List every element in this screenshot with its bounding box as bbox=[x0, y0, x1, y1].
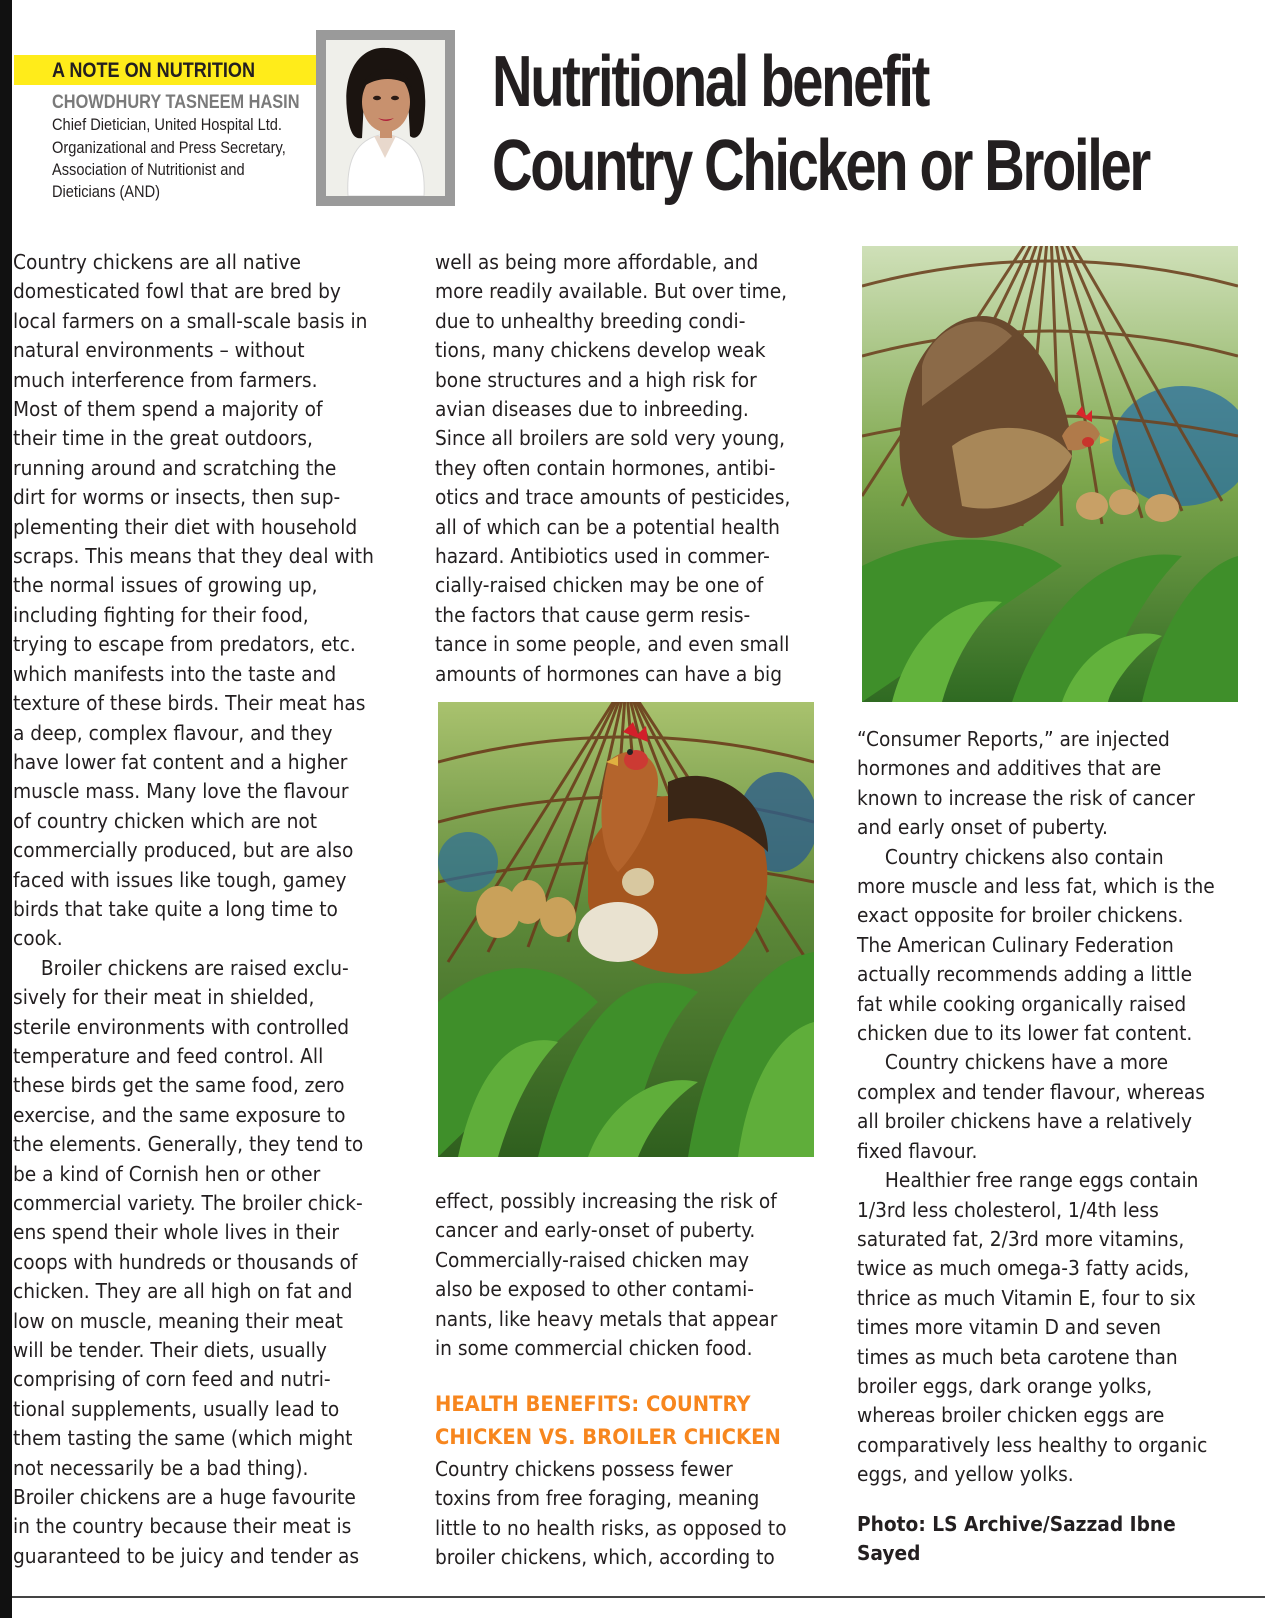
text-line: local farmers on a small-scale basis in bbox=[13, 308, 368, 333]
text-line: times as much beta carotene than bbox=[857, 1344, 1178, 1369]
text-line: natural environments – without bbox=[13, 338, 305, 363]
text-line: exercise, and the same exposure to bbox=[13, 1102, 346, 1127]
text-line: cancer and early-onset of puberty. bbox=[435, 1218, 756, 1243]
text-line: times more vitamin D and seven bbox=[857, 1315, 1162, 1340]
text-line: they often contain hormones, antibi- bbox=[435, 455, 776, 480]
text-line: comprising of corn feed and nutri- bbox=[13, 1367, 331, 1392]
text-line: Healthier free range eggs contain bbox=[884, 1168, 1199, 1193]
photo-credit bbox=[857, 1510, 1200, 1569]
text-line: actually recommends adding a little bbox=[857, 962, 1193, 987]
text-line: commercially produced, but are also bbox=[13, 838, 354, 863]
text-line: effect, possibly increasing the risk of bbox=[435, 1189, 777, 1213]
text-line: Broiler chickens are raised exclu- bbox=[40, 955, 349, 980]
text-line: faced with issues like tough, gamey bbox=[13, 867, 347, 892]
column-tag: A NOTE ON NUTRITION bbox=[52, 59, 256, 82]
text-line: low on muscle, meaning their meat bbox=[13, 1308, 343, 1333]
text-line: 1/3rd less cholesterol, 1/4th less bbox=[857, 1197, 1159, 1222]
author-photo bbox=[316, 30, 455, 206]
text-line: the elements. Generally, they tend to bbox=[13, 1132, 364, 1157]
text-line: all of which can be a potential health bbox=[435, 514, 780, 539]
author-credential: Association of Nutritionist and bbox=[52, 160, 245, 179]
text-line: coops with hundreds or thousands of bbox=[13, 1249, 358, 1274]
author-portrait-illustration bbox=[326, 40, 445, 196]
text-line: including fighting for their food, bbox=[13, 602, 309, 627]
text-line: broiler chickens, which, according to bbox=[435, 1545, 775, 1570]
text-line: hazard. Antibiotics used in commer- bbox=[435, 544, 770, 569]
headline-line: Nutritional benefit bbox=[492, 42, 929, 122]
text-line: Most of them spend a majority of bbox=[13, 397, 323, 422]
text-line: will be tender. Their diets, usually bbox=[13, 1338, 327, 1363]
article-column-3 bbox=[857, 725, 1242, 1490]
text-line: nants, like heavy metals that appear bbox=[435, 1306, 778, 1331]
text-line: have lower fat content and a higher bbox=[13, 749, 348, 774]
author-name: CHOWDHURY TASNEEM HASIN bbox=[52, 92, 300, 113]
author-credential: Chief Dietician, United Hospital Ltd. bbox=[52, 115, 282, 134]
text-line: saturated fat, 2/3rd more vitamins, bbox=[857, 1226, 1185, 1251]
text-line: Country chickens are all native bbox=[13, 250, 301, 274]
text-line: fixed flavour. bbox=[857, 1138, 978, 1163]
text-line: “Consumer Reports,” are injected bbox=[857, 727, 1170, 751]
text-line: due to unhealthy breeding condi- bbox=[435, 308, 746, 333]
left-edge-bar bbox=[0, 0, 12, 1618]
text-line: these birds get the same food, zero bbox=[13, 1073, 345, 1098]
text-line: toxins from free foraging, meaning bbox=[435, 1486, 760, 1511]
text-line: dirt for worms or insects, then sup- bbox=[13, 485, 341, 510]
text-line: amounts of hormones can have a big bbox=[435, 661, 783, 686]
text-line: be a kind of Cornish hen or other bbox=[13, 1161, 321, 1186]
text-line: tance in some people, and even small bbox=[435, 632, 790, 657]
text-line: chicken. They are all high on fat and bbox=[13, 1279, 353, 1304]
text-line: hormones and additives that are bbox=[857, 756, 1162, 781]
text-line: comparatively less healthy to organic bbox=[857, 1432, 1208, 1457]
text-line: thrice as much Vitamin E, four to six bbox=[857, 1285, 1196, 1310]
text-line: temperature and feed control. All bbox=[13, 1043, 324, 1068]
text-line: tional supplements, usually lead to bbox=[13, 1396, 340, 1421]
health-benefits-subhead bbox=[435, 1388, 807, 1454]
article-column-2-top bbox=[435, 248, 817, 689]
author-credential: Organizational and Press Secretary, bbox=[52, 138, 286, 157]
text-line: tions, many chickens develop weak bbox=[435, 338, 766, 363]
text-line: Country chickens possess fewer bbox=[435, 1457, 733, 1481]
text-line: Country chickens have a more bbox=[884, 1050, 1169, 1075]
text-line: otics and trace amounts of pesticides, bbox=[435, 485, 791, 510]
text-line: in the country because their meat is bbox=[13, 1514, 352, 1539]
text-line: cook. bbox=[13, 926, 63, 951]
text-line: twice as much omega-3 fatty acids, bbox=[857, 1256, 1190, 1281]
text-line: muscle mass. Many love the flavour bbox=[13, 779, 349, 804]
hen-with-chicks-photo bbox=[438, 702, 814, 1157]
text-line: them tasting the same (which might bbox=[13, 1426, 353, 1451]
text-line: plementing their diet with household bbox=[13, 514, 358, 539]
text-line: sterile environments with controlled bbox=[13, 1014, 350, 1039]
bottom-rule bbox=[12, 1596, 1265, 1598]
text-line: bone structures and a high risk for bbox=[435, 367, 757, 392]
subhead-line: HEALTH BENEFITS: COUNTRY bbox=[435, 1392, 751, 1416]
text-line: known to increase the risk of cancer bbox=[857, 785, 1195, 810]
text-line: whereas broiler chicken eggs are bbox=[857, 1403, 1165, 1428]
photo-credit-line: Sayed bbox=[857, 1541, 921, 1566]
headline-line: Country Chicken or Broiler bbox=[492, 126, 1149, 206]
text-line: sively for their meat in shielded, bbox=[13, 985, 315, 1010]
subhead-line: CHICKEN VS. BROILER CHICKEN bbox=[435, 1425, 781, 1449]
text-line: Commercially-raised chicken may bbox=[435, 1247, 750, 1272]
text-line: complex and tender flavour, whereas bbox=[857, 1079, 1205, 1104]
text-line: a deep, complex flavour, and they bbox=[13, 720, 333, 745]
text-line: commercial variety. The broiler chick- bbox=[13, 1191, 363, 1215]
text-line: not necessarily be a bad thing). bbox=[13, 1455, 309, 1480]
text-line: all broiler chickens have a relatively bbox=[857, 1109, 1192, 1134]
article-column-2-bottom bbox=[435, 1187, 803, 1363]
text-line: of country chicken which are not bbox=[13, 808, 318, 833]
text-line: Since all broilers are sold very young, bbox=[435, 426, 786, 451]
text-line: the normal issues of growing up, bbox=[13, 573, 318, 598]
photo-credit-line: Photo: LS Archive/Sazzad Ibne bbox=[857, 1512, 1176, 1536]
text-line: more readily available. But over time, bbox=[435, 279, 788, 304]
text-line: and early onset of puberty. bbox=[857, 815, 1108, 840]
text-line: their time in the great outdoors, bbox=[13, 426, 313, 451]
text-line: cially-raised chicken may be one of bbox=[435, 573, 764, 598]
text-line: scraps. This means that they deal with bbox=[13, 544, 374, 569]
text-line: eggs, and yellow yolks. bbox=[857, 1462, 1074, 1487]
text-line: chicken due to its lower fat content. bbox=[857, 1021, 1193, 1046]
text-line: little to no health risks, as opposed to bbox=[435, 1515, 787, 1540]
text-line: texture of these birds. Their meat has bbox=[13, 691, 366, 716]
article-column-2-end bbox=[435, 1455, 813, 1573]
text-line: also be exposed to other contami- bbox=[435, 1277, 755, 1302]
text-line: Broiler chickens are a huge favourite bbox=[13, 1485, 356, 1510]
text-line: exact opposite for broiler chickens. bbox=[857, 903, 1184, 928]
text-line: avian diseases due to inbreeding. bbox=[435, 397, 749, 422]
text-line: domesticated fowl that are bred by bbox=[13, 279, 341, 304]
text-line: which manifests into the taste and bbox=[13, 661, 337, 686]
text-line: well as being more affordable, and bbox=[435, 250, 759, 274]
text-line: ens spend their whole lives in their bbox=[13, 1220, 340, 1245]
text-line: in some commercial chicken food. bbox=[435, 1336, 753, 1361]
text-line: the factors that cause germ resis- bbox=[435, 602, 751, 627]
text-line: trying to escape from predators, etc. bbox=[13, 632, 356, 657]
text-line: running around and scratching the bbox=[13, 455, 337, 480]
text-line: Country chickens also contain bbox=[884, 844, 1164, 869]
text-line: more muscle and less fat, which is the bbox=[857, 874, 1215, 899]
text-line: guaranteed to be juicy and tender as bbox=[13, 1543, 360, 1568]
author-credential: Dieticians (AND) bbox=[52, 182, 161, 201]
text-line: broiler eggs, dark orange yolks, bbox=[857, 1373, 1153, 1398]
text-line: The American Culinary Federation bbox=[857, 932, 1174, 957]
article-column-1 bbox=[13, 248, 401, 1571]
text-line: fat while cooking organically raised bbox=[857, 991, 1187, 1016]
text-line: birds that take quite a long time to bbox=[13, 896, 338, 921]
text-line: much interference from farmers. bbox=[13, 367, 318, 392]
hen-in-cage-photo bbox=[862, 246, 1238, 702]
